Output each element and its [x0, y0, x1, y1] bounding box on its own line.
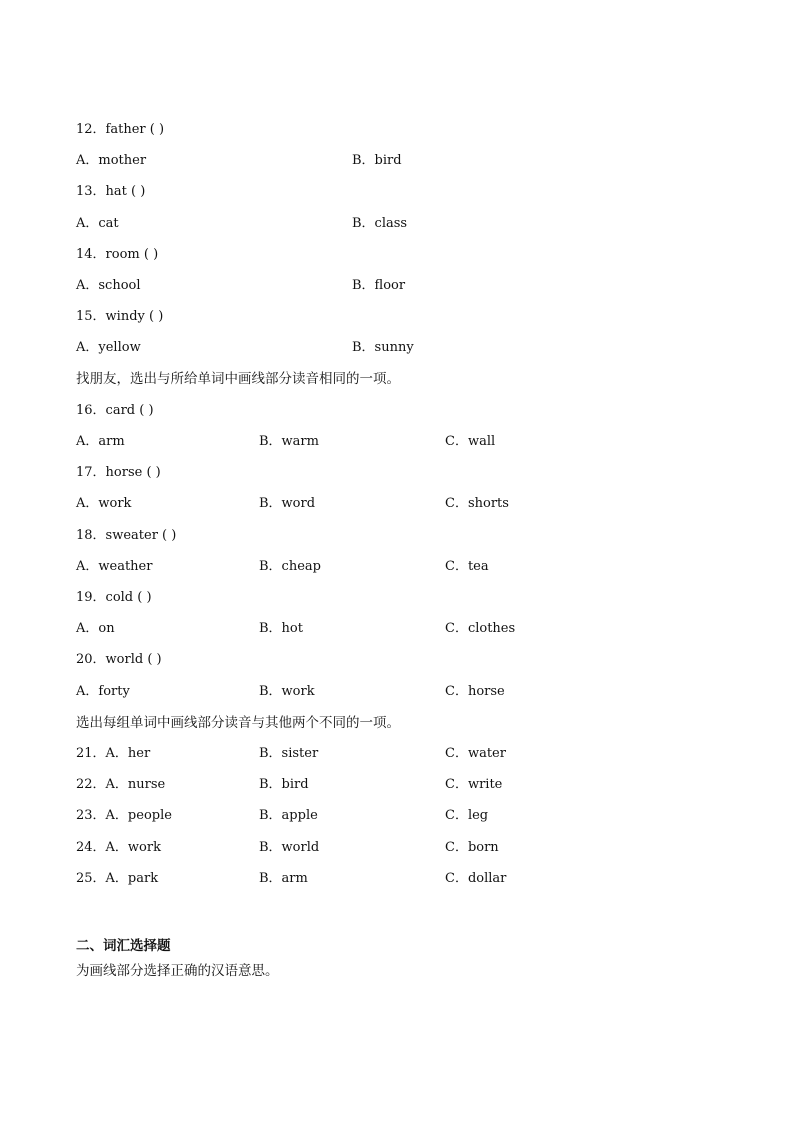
question-16-stem: 16．card ( ) — [76, 403, 154, 418]
question-12-option-b[interactable]: B．bird — [352, 153, 402, 168]
question-20-option-b[interactable]: B．work — [259, 684, 315, 699]
question-20-option-c[interactable]: C．horse — [445, 684, 505, 699]
question-22-option-b[interactable]: B．bird — [259, 777, 309, 792]
instruction-same-sound: 找朋友，选出与所给单词中画线部分读音相同的一项。 — [76, 371, 400, 387]
question-25-option-b[interactable]: B．arm — [259, 871, 308, 886]
question-22-option-a[interactable]: 22．A．nurse — [76, 777, 166, 792]
question-16-option-b[interactable]: B．warm — [259, 434, 319, 449]
question-13-option-a[interactable]: A．cat — [76, 216, 119, 231]
question-20-stem: 20．world ( ) — [76, 652, 162, 667]
question-18-option-c[interactable]: C．tea — [445, 559, 489, 574]
question-14-stem: 14．room ( ) — [76, 247, 159, 262]
question-21-option-b[interactable]: B．sister — [259, 746, 319, 761]
question-15-option-a[interactable]: A．yellow — [76, 340, 141, 355]
question-23-option-b[interactable]: B．apple — [259, 808, 318, 823]
question-21-option-a[interactable]: 21．A．her — [76, 746, 151, 761]
question-25-option-c[interactable]: C．dollar — [445, 871, 507, 886]
question-25-option-a[interactable]: 25．A．park — [76, 871, 159, 886]
section-2-instruction: 为画线部分选择正确的汉语意思。 — [76, 963, 279, 979]
question-14-option-b[interactable]: B．floor — [352, 278, 406, 293]
question-13-option-b[interactable]: B．class — [352, 216, 408, 231]
question-23-option-a[interactable]: 23．A．people — [76, 808, 172, 823]
question-15-stem: 15．windy ( ) — [76, 309, 164, 324]
question-16-option-a[interactable]: A．arm — [76, 434, 125, 449]
question-23-option-c[interactable]: C．leg — [445, 808, 489, 823]
question-24-option-c[interactable]: C．born — [445, 840, 499, 855]
question-21-option-c[interactable]: C．water — [445, 746, 506, 761]
question-17-option-a[interactable]: A．work — [76, 496, 132, 511]
question-24-option-a[interactable]: 24．A．work — [76, 840, 161, 855]
question-13-stem: 13．hat ( ) — [76, 184, 146, 199]
question-12-option-a[interactable]: A．mother — [76, 153, 147, 168]
question-17-option-c[interactable]: C．shorts — [445, 496, 509, 511]
section-2-heading: 二、词汇选择题 — [76, 938, 171, 954]
question-24-option-b[interactable]: B．world — [259, 840, 320, 855]
question-19-option-c[interactable]: C．clothes — [445, 621, 516, 636]
question-19-stem: 19．cold ( ) — [76, 590, 152, 605]
question-16-option-c[interactable]: C．wall — [445, 434, 496, 449]
question-14-option-a[interactable]: A．school — [76, 278, 141, 293]
question-12-stem: 12．father ( ) — [76, 122, 165, 137]
question-18-option-a[interactable]: A．weather — [76, 559, 153, 574]
question-20-option-a[interactable]: A．forty — [76, 684, 130, 699]
instruction-different-sound: 选出每组单词中画线部分读音与其他两个不同的一项。 — [76, 715, 400, 731]
question-19-option-a[interactable]: A．on — [76, 621, 115, 636]
question-22-option-c[interactable]: C．write — [445, 777, 503, 792]
question-17-stem: 17．horse ( ) — [76, 465, 161, 480]
question-19-option-b[interactable]: B．hot — [259, 621, 303, 636]
question-15-option-b[interactable]: B．sunny — [352, 340, 414, 355]
question-17-option-b[interactable]: B．word — [259, 496, 316, 511]
question-18-option-b[interactable]: B．cheap — [259, 559, 321, 574]
question-18-stem: 18．sweater ( ) — [76, 528, 177, 543]
